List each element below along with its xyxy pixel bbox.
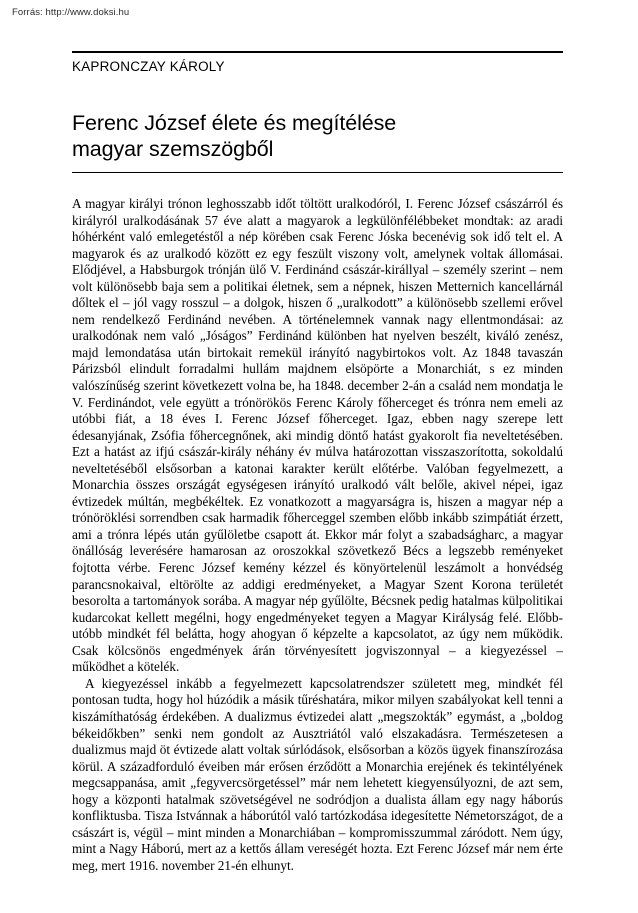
article-body	[72, 196, 563, 874]
body-paragraph: A kiegyezéssel inkább a fegyelmezett kapcsolatrendszer született meg, mindkét fél pontosan tudta, hogy hol húzódik a másik tűréshatára, mikor milyen szabályokat kell tenni a kiszámíthatóság érdekében. A dualizmus évtizedei alatt „megszokták” egymást, a „boldog békeidőkben” senki nem gondolt az Ausztriától való elszakadásra. Természetesen a dualizmus majd öt évtizede alatt voltak súrlódások, elsősorban a közös ügyek finanszírozása körül. A századforduló éveiben már erősen érződött a Monarchia erejének és tekintélyének megcsappanása, amit „fegyvercsörgetéssel” már nem lehetett kiegyensúlyozni, de azt sem, hogy a központi hatalmak szövetségével ne sodródjon a dualista állam egy nagy háborús konfliktusba. Tisza Istvánnak a háborútól való tartózkodása idegesítette Németországot, de a császárt is, végül – mint minden a Monarchiában – kompromisszummal záródott. Nem úgy, mint a Nagy Háború, mert az a kettős állam vereségét hozta. Ezt Ferenc József már nem érte meg, mert 1916. november 21-én elhunyt.	[72, 675, 563, 873]
page-title-line-2: magyar szemszögből	[72, 137, 274, 161]
body-paragraph: A magyar királyi trónon leghosszabb időt töltött uralkodóról, I. Ferenc József császárról és királyról uralkodásának 57 éve alatt a magyarok a legkülönfélébbeket mondtak: az aradi hóhérként való emlegetéstől a nép körében csak Ferenc Jóska becenévig sok idő telt el. A magyarok és az uralkodó között ez egy feszült viszony volt, amelynek voltak állomásai. Elődjével, a Habsburgok trónján ülő V. Ferdinánd császár-királlyal – személy szerint – nem volt különösebb baja sem a politikai életnek, sem a népnek, hiszen Metternich kancellárnál dőltek el – jól vagy rosszul – a dolgok, hiszen ő „uralkodott” a különösebb szellemi erővel nem rendelkező Ferdinánd nevében. A történelemnek vannak nagy ellentmondásai: az uralkodónak nem való „Jóságos” Ferdinánd különben hat nyelven beszélt, kiváló zenész, majd lemondatása után birtokait remekül irányító nagybirtokos volt. Az 1848 tavaszán Párizsból elindult forradalmi hullám majdnem elsöpörte a Monarchiát, s ez minden valószínűség szerint következett volna be, ha 1848. december 2-án a család nem mondatja le V. Ferdinándot, vele együtt a trónörökös Ferenc Károly főherceget és trónra nem emeli az utóbbi fiát, a 18 éves I. Ferenc József főherceget. Igaz, ebben nagy szerepe lett édesanyjának, Zsófia főhercegnőnek, aki mindig döntő hatást gyakorolt fia neveltetésében. Ezt a hatást az ifjú császár-király néhány év múlva határozottan visszaszorította, sokoldalú neveltetéséből elsősorban a katonai karakter került előtérbe. Valóban fegyelmezett, a Monarchia összes országát egységesen irányító uralkodó vált belőle, akivel népei, igaz évtizedek múltán, megbékéltek. Ez vonatkozott a magyarságra is, hiszen a magyar nép a trónöröklési sorrendben csak harmadik főherceggel szemben előbb inkább szimpátiát érzett, ami a trónra lépés után gyűlöletbe csapott át. Ekkor már folyt a szabadságharc, a magyar önállóság leverésére hamarosan az oroszokkal szövetkező Bécs a legszebb reményeket fojtotta vérbe. Ferenc József kemény kézzel és könyörtelenül leszámolt a honvédség parancsnokaival, eltörölte az addigi eredményeket, a Magyar Szent Korona területét besorolta a tartományok sorába. A magyar nép gyűlölte, Bécsnek pedig hatalmas külpolitikai kudarcokat kellett megélni, hogy engedményeket tegyen a Magyar Királyság felé. Előbb-utóbb mindkét fél belátta, hogy ahogyan ő képzelte a kapcsolatot, az úgy nem működik. Csak kölcsönös engedmények árán törvényesített jogviszonnyal – a kiegyezéssel – működhet a kötelék.	[72, 196, 563, 675]
header-rule-bottom	[72, 172, 563, 173]
author-byline: KAPRONCZAY KÁROLY	[72, 59, 225, 74]
page-title-line-1: Ferenc József élete és megítélése	[72, 111, 397, 135]
page-title	[72, 110, 563, 162]
header-rule-top	[72, 51, 563, 53]
source-watermark: Forrás: http://www.doksi.hu	[12, 7, 130, 18]
